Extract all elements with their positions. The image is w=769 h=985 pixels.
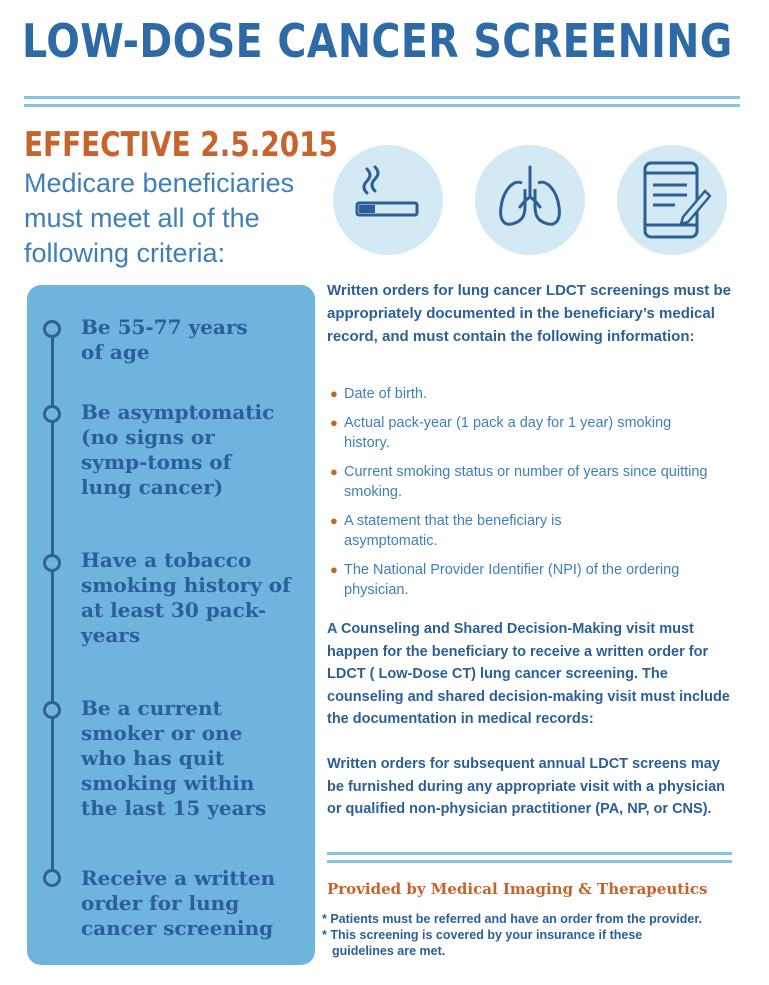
bullet-dot-icon: ● bbox=[330, 464, 338, 479]
intro-text: Medicare beneficiaries must meet all of the following criteria: bbox=[24, 168, 295, 268]
lungs-icon-circle bbox=[475, 145, 585, 255]
criterion-written-order: Receive a written order for lung cancer screening bbox=[81, 866, 276, 940]
footer-divider-top bbox=[327, 852, 732, 855]
timeline-dot bbox=[43, 701, 61, 719]
footer-notes bbox=[322, 911, 762, 959]
footnote: * Patients must be referred and have an order from the provider. bbox=[322, 912, 702, 926]
subsequent-orders-paragraph: Written orders for subsequent annual LDCT screens may be furnished during any appropriate visit with a physician or qualified non-physician practitioner (PA, NP, or CNS). bbox=[327, 756, 726, 817]
list-item: ● Current smoking status or number of years since quitting smoking. bbox=[330, 464, 708, 500]
orders-heading: Written orders for lung cancer LDCT screenings must be appropriately documented in the beneficiary’s medical record, and must contain the following information: bbox=[327, 282, 731, 345]
timeline-dot bbox=[43, 405, 61, 423]
timeline-dot bbox=[43, 554, 61, 572]
cigarette-icon-circle bbox=[333, 145, 443, 255]
lungs-icon bbox=[475, 145, 585, 255]
tablet-document-icon bbox=[617, 145, 727, 255]
bullet-dot-icon: ● bbox=[330, 415, 338, 430]
criterion-asymptomatic: Be asymptomatic (no signs or symp-toms of lung cancer) bbox=[81, 400, 275, 499]
list-item: ● Actual pack-year (1 pack a day for 1 year) smoking history. bbox=[330, 415, 672, 451]
criterion-age: Be 55-77 years of age bbox=[81, 315, 248, 364]
provider-credit: Provided by Medical Imaging & Therapeutics bbox=[327, 880, 708, 898]
cigarette-icon bbox=[333, 145, 443, 255]
list-item: ● A statement that the beneficiary is asymptomatic. bbox=[330, 513, 562, 549]
bullet-dot-icon: ● bbox=[330, 386, 338, 401]
criterion-current-smoker: Be a current smoker or one who has quit smoking within the last 15 years bbox=[81, 696, 267, 820]
bullet-dot-icon: ● bbox=[330, 562, 338, 577]
timeline-dot bbox=[43, 869, 61, 887]
list-item: ● Date of birth. bbox=[330, 386, 428, 402]
counseling-paragraph: A Counseling and Shared Decision-Making visit must happen for the beneficiary to receive a written order for LDCT ( Low-Dose CT) lung cancer screening. The counseling and shared decision-making visit must include the documentation in medical records: bbox=[327, 621, 730, 727]
footer-divider-bottom bbox=[327, 860, 732, 863]
list-item: ● The National Provider Identifier (NPI) of the ordering physician. bbox=[330, 562, 680, 598]
footnote: * This screening is covered by your insurance if these guidelines are met. bbox=[322, 928, 643, 958]
tablet-icon-circle bbox=[617, 145, 727, 255]
timeline-dot bbox=[43, 320, 61, 338]
title-divider-bottom bbox=[24, 104, 740, 107]
title-divider-top bbox=[24, 96, 740, 99]
orders-list bbox=[330, 384, 730, 609]
criterion-smoking-history: Have a tobacco smoking history of at least 30 pack-years bbox=[81, 548, 291, 647]
page-title: LOW-DOSE CANCER SCREENING bbox=[22, 14, 733, 68]
bullet-dot-icon: ● bbox=[330, 513, 338, 528]
effective-date: EFFECTIVE 2.5.2015 bbox=[24, 125, 338, 165]
